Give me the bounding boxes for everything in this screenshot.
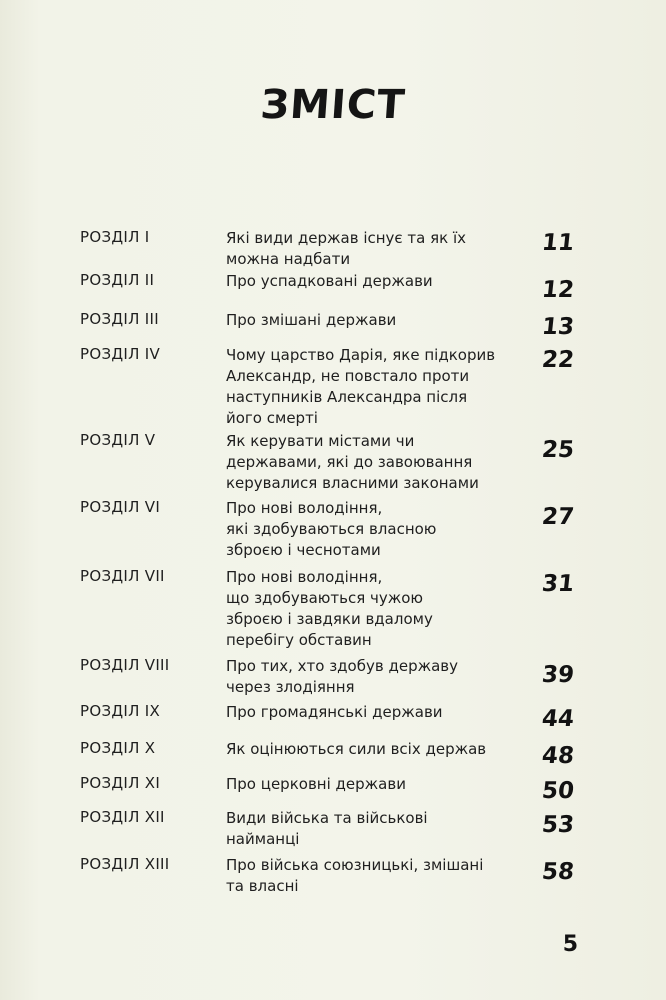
toc-chapter-label: РОЗДІЛ ІІІ	[80, 310, 159, 328]
toc-page-number: 31	[540, 571, 576, 597]
toc-title-line: Чому царство Дарія, яке підкорив	[226, 346, 496, 364]
toc-chapter-label: РОЗДІЛ VII	[80, 567, 165, 585]
toc-title-line: перебігу обставин	[226, 631, 372, 649]
toc-page-number: 22	[540, 347, 576, 373]
toc-title-line: Про успадковані держави	[226, 272, 433, 290]
toc-title-line: керувалися власними законами	[226, 474, 479, 492]
toc-chapter-title	[226, 431, 526, 494]
toc-title-line: Види війська та військові	[226, 809, 428, 827]
toc-title-line: зброєю і завдяки вдалому	[226, 610, 433, 628]
toc-page-number: 58	[540, 859, 576, 885]
toc-title-line: зброєю і чеснотами	[226, 541, 381, 559]
toc-title-line: Про громадянські держави	[226, 703, 443, 721]
toc-title-line: через злодіяння	[226, 678, 355, 696]
toc-chapter-title	[226, 345, 526, 429]
toc-title-line: що здобуваються чужою	[226, 589, 424, 607]
toc-chapter-label: РОЗДІЛ І	[80, 228, 150, 246]
toc-chapter-label: РОЗДІЛ V	[80, 431, 156, 449]
toc-chapter-label: РОЗДІЛ XI	[80, 774, 161, 792]
toc-page-number: 13	[540, 314, 576, 340]
toc-chapter-title	[226, 808, 526, 850]
toc-title-line: та власні	[226, 877, 299, 895]
page-title: ЗМІСТ	[259, 82, 407, 128]
toc-title-line: найманці	[226, 830, 300, 848]
toc-title-line: які здобуваються власною	[226, 520, 437, 538]
toc-chapter-title	[226, 498, 526, 561]
toc-title-line: наступників Александра після	[226, 388, 468, 406]
toc-title-line: Як керувати містами чи	[226, 432, 415, 450]
toc-title-line: можна надбати	[226, 250, 351, 268]
toc-title-line: Про нові володіння,	[226, 568, 383, 586]
toc-chapter-title	[226, 567, 526, 651]
toc-page-number: 25	[540, 437, 576, 463]
toc-chapter-title	[226, 271, 526, 292]
toc-chapter-label: РОЗДІЛ VIII	[80, 656, 170, 674]
toc-chapter-label: РОЗДІЛ X	[80, 739, 156, 757]
toc-title-line: державами, які до завоювання	[226, 453, 473, 471]
page-number: 5	[562, 932, 578, 957]
toc-title-line: Про війська союзницькі, змішані	[226, 856, 484, 874]
toc-title-line: Про церковні держави	[226, 775, 406, 793]
toc-chapter-title	[226, 855, 526, 897]
toc-page-number: 27	[540, 504, 576, 530]
toc-title-line: Александр, не повстало проти	[226, 367, 470, 385]
toc-chapter-label: РОЗДІЛ ІІ	[80, 271, 155, 289]
toc-page-number: 39	[540, 662, 576, 688]
toc-chapter-title	[226, 739, 526, 760]
toc-page-number: 48	[540, 743, 576, 769]
toc-chapter-label: РОЗДІЛ IV	[80, 345, 161, 363]
toc-page-number: 12	[540, 277, 576, 303]
toc-title-line: Про змішані держави	[226, 311, 397, 329]
toc-chapter-title	[226, 656, 526, 698]
toc-title-line: його смерті	[226, 409, 318, 427]
toc-chapter-title	[226, 310, 526, 331]
toc-chapter-title	[226, 774, 526, 795]
toc-chapter-label: РОЗДІЛ XII	[80, 808, 165, 826]
toc-title-line: Як оцінюються сили всіх держав	[226, 740, 487, 758]
toc-title-line: Про нові володіння,	[226, 499, 383, 517]
toc-chapter-title	[226, 228, 526, 270]
toc-chapter-label: РОЗДІЛ VI	[80, 498, 161, 516]
toc-page-number: 44	[540, 706, 576, 732]
toc-page-number: 50	[540, 778, 576, 804]
toc-title-line: Які види держав існує та як їх	[226, 229, 467, 247]
toc-chapter-title	[226, 702, 526, 723]
toc-page-number: 11	[540, 230, 576, 256]
toc-chapter-label: РОЗДІЛ IX	[80, 702, 161, 720]
toc-chapter-label: РОЗДІЛ XIII	[80, 855, 170, 873]
toc-title-line: Про тих, хто здобув державу	[226, 657, 459, 675]
toc-page-number: 53	[540, 812, 576, 838]
